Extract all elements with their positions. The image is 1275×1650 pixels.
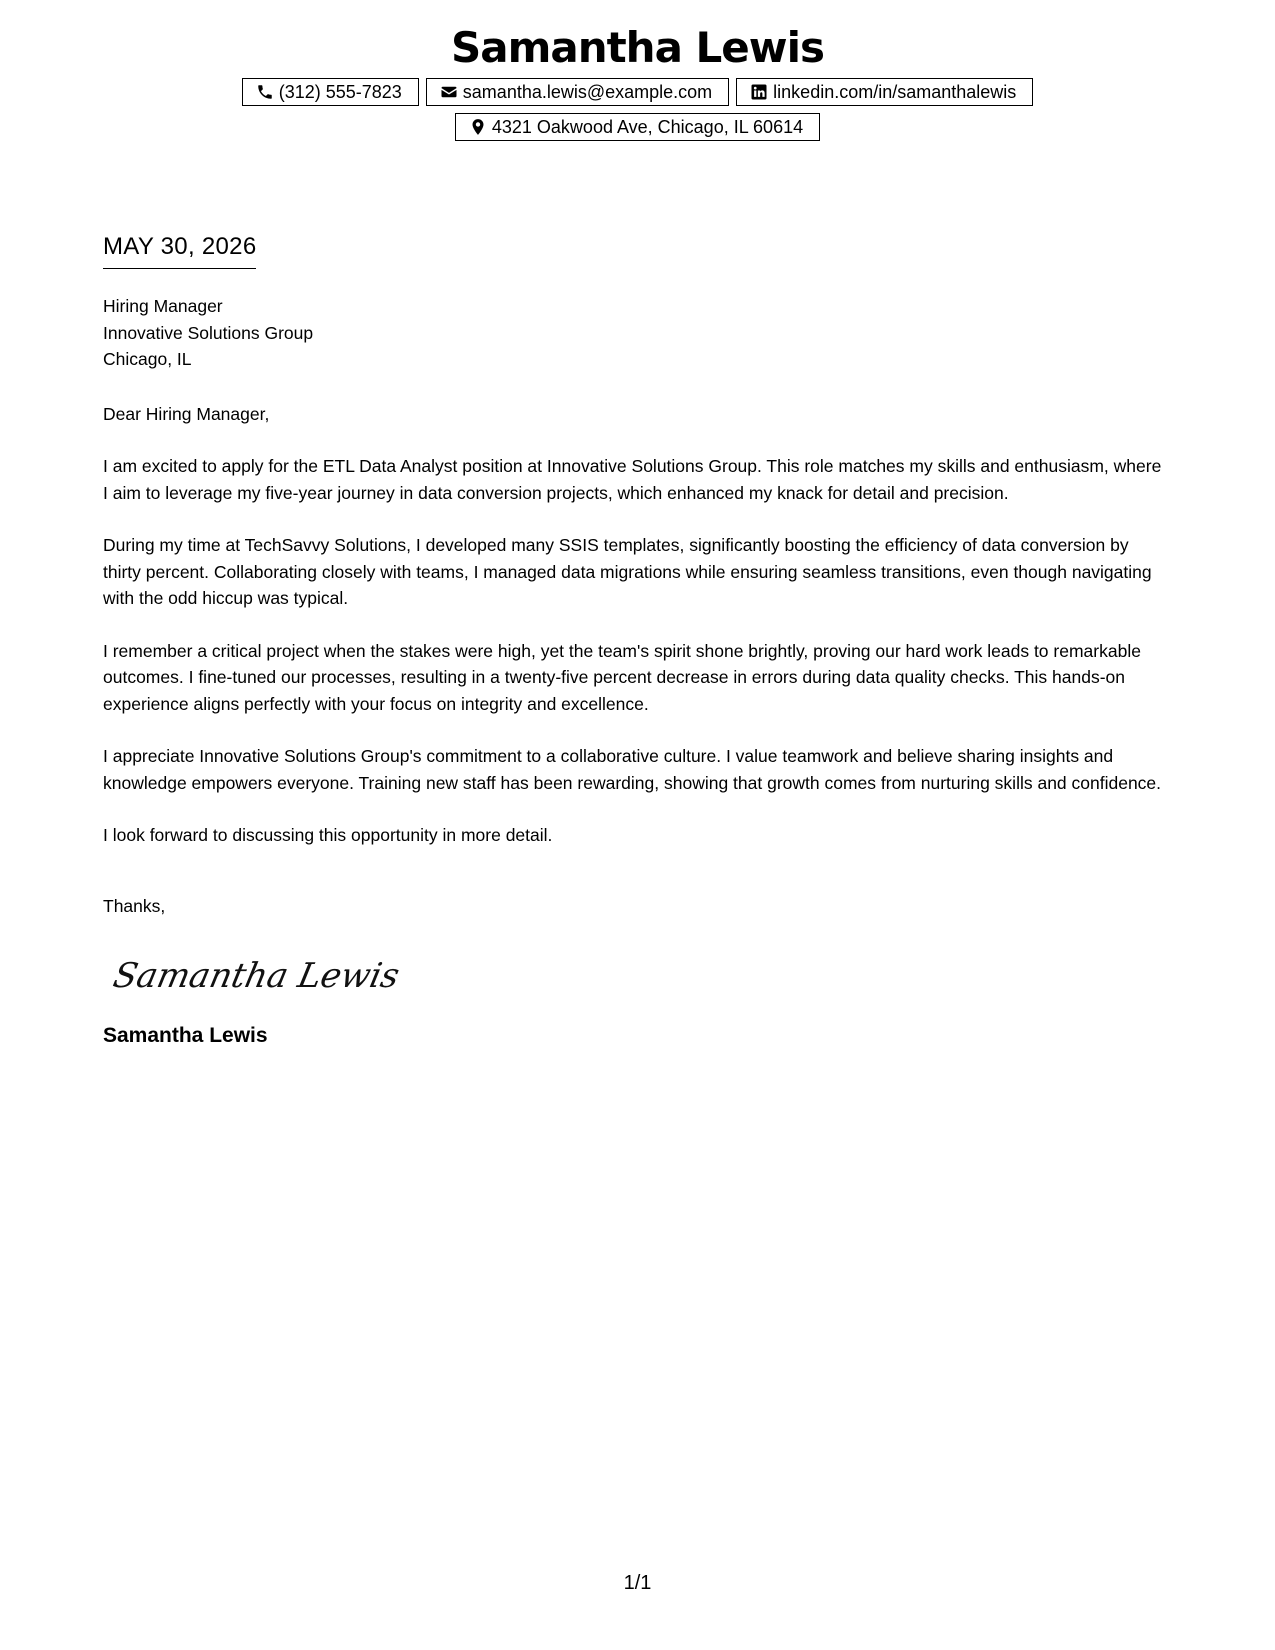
letter-date: MAY 30, 2026 [103,232,256,269]
email-text: samantha.lewis@example.com [462,82,713,102]
signer-name: Samantha Lewis [103,1023,268,1047]
phone-text: (312) 555-7823 [278,82,402,102]
linkedin-text: linkedin.com/in/samanthalewis [773,82,1017,102]
address-chip [455,113,820,141]
linkedin-icon [750,83,768,101]
body-paragraph: During my time at TechSavvy Solutions, I developed many SSIS templates, significantly boosting the efficiency of data conversion by thirty percent. Collaborating closely with teams, I managed data migrations while ensuring seamless transitions, even though navigating with the odd hiccup was typical. [103,535,1152,608]
body-paragraph: I appreciate Innovative Solutions Group's commitment to a collaborative culture. I value teamwork and believe sharing insights and knowledge empowers everyone. Training new staff has been rewarding, showing that growth comes from nurturing skills and confidence. [103,746,1162,793]
email-chip [426,78,729,106]
body-paragraph: I remember a critical project when the stakes were high, yet the team's spirit shone brightly, proving our hard work leads to remarkable outcomes. I fine-tuned our processes, resulting in a twenty-five percent decrease in errors during data quality checks. This hands-on experience aligns perfectly with your focus on integrity and excellence. [103,640,1141,714]
salutation: Dear Hiring Manager, [103,403,270,424]
recipient-line: Innovative Solutions Group [103,322,314,343]
phone-chip [242,78,419,106]
body-paragraph: I look forward to discussing this opportunity in more detail. [103,825,553,845]
page-number: 1/1 [623,1572,652,1594]
applicant-name: Samantha Lewis [451,23,824,72]
handwritten-signature [107,943,403,1003]
contact-row [0,78,1275,106]
linkedin-chip [736,78,1033,106]
svg-text:Samantha Lewis: Samantha Lewis [109,956,403,996]
recipient-line: Chicago, IL [103,349,192,369]
map-marker-icon [469,118,487,136]
closing: Thanks, [103,895,166,916]
letter-date-block [103,232,256,269]
recipient-line: Hiring Manager [103,296,223,316]
envelope-icon [440,83,458,101]
address-row [0,113,1275,141]
letter-header [0,20,1275,141]
body-paragraph: I am excited to apply for the ETL Data Analyst position at Innovative Solutions Group. This role matches my skills and enthusiasm, where I aim to leverage my five-year journey in data conversion projects, which enhanced my knack for detail and precision. [103,456,1162,503]
phone-icon [256,83,274,101]
recipient-block [103,293,1168,373]
address-text: 4321 Oakwood Ave, Chicago, IL 60614 [491,117,804,137]
letter-body [103,293,1168,1049]
